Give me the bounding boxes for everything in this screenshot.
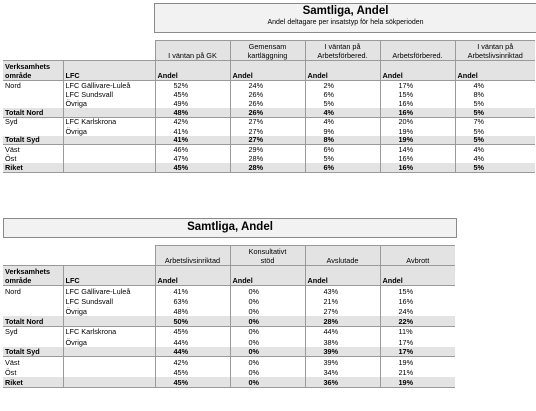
andel-header: [230, 266, 305, 276]
verksamhetsomrade-cell: Nord: [5, 80, 21, 90]
andel-header: [305, 266, 380, 276]
value-cell: 9%: [305, 126, 380, 135]
value-cell: 45%: [155, 163, 230, 172]
column-header-top: I väntan på: [455, 41, 535, 51]
value-cell: 8%: [305, 136, 380, 145]
value-cell: 5%: [455, 163, 535, 172]
column-header: Arbetslivsinriktad: [455, 51, 535, 61]
verksamhetsomrade-cell: Totalt Nord: [3, 108, 63, 117]
verksamhetsomrade-cell: Nord: [5, 286, 21, 296]
column-header-top: Gemensam: [230, 41, 305, 51]
value-cell: 5%: [455, 99, 535, 108]
value-cell: 5%: [455, 108, 535, 117]
value-cell: 27%: [230, 117, 305, 126]
verksamhetsomrade-cell: [3, 296, 63, 306]
andel-header: Andel: [380, 276, 455, 286]
value-cell: 28%: [230, 163, 305, 172]
value-cell: 0%: [230, 367, 305, 377]
verksamhetsomrade-cell: Syd: [5, 327, 18, 337]
andel-header: [380, 61, 455, 71]
value-cell: 45%: [155, 377, 230, 387]
value-cell: 0%: [230, 377, 305, 387]
value-cell: 52%: [155, 81, 230, 90]
lfc-cell: LFC Karlskrona: [63, 117, 155, 126]
value-cell: 16%: [380, 99, 455, 108]
row-header-verksamhets: Verksamhets: [3, 266, 63, 276]
andel-header: [155, 61, 230, 71]
lfc-header-blank: [63, 61, 155, 71]
lfc-cell: LFC Karlskrona: [63, 326, 155, 336]
table-row: [3, 99, 535, 108]
lfc-cell: Övriga: [63, 336, 155, 346]
value-cell: 11%: [380, 326, 455, 336]
column-header-top: Konsultativt: [230, 246, 305, 256]
header-row-top: [3, 246, 455, 256]
value-cell: 26%: [230, 108, 305, 117]
value-cell: 34%: [305, 367, 380, 377]
lfc-cell: [63, 108, 155, 117]
andel-header: Andel: [305, 276, 380, 286]
value-cell: 41%: [155, 126, 230, 135]
verksamhetsomrade-cell: Öst: [5, 154, 17, 164]
andel-header: [380, 266, 455, 276]
value-cell: 36%: [305, 377, 380, 387]
value-cell: 17%: [380, 347, 455, 357]
value-cell: 16%: [380, 154, 455, 163]
table-row: [3, 145, 535, 154]
lfc-cell: [63, 316, 155, 326]
value-cell: 44%: [155, 347, 230, 357]
value-cell: 0%: [230, 347, 305, 357]
value-cell: 29%: [230, 145, 305, 154]
andel-header: [155, 266, 230, 276]
value-cell: 26%: [230, 99, 305, 108]
andel-header: Andel: [230, 71, 305, 81]
value-cell: 6%: [305, 145, 380, 154]
value-cell: 15%: [380, 90, 455, 99]
header-blank: [63, 41, 155, 51]
value-cell: 39%: [305, 357, 380, 367]
header-row-main: [3, 256, 455, 266]
lfc-cell: [63, 154, 155, 163]
verksamhetsomrade-cell: Öst: [5, 368, 17, 378]
value-cell: 24%: [230, 81, 305, 90]
verksamhetsomrade-cell: [3, 90, 63, 99]
value-cell: 0%: [230, 336, 305, 346]
column-header-top: [305, 246, 380, 256]
value-cell: 26%: [230, 90, 305, 99]
value-cell: 28%: [305, 316, 380, 326]
verksamhetsomrade-cell: Totalt Syd: [3, 347, 63, 357]
andel-header: [230, 61, 305, 71]
value-cell: 27%: [305, 306, 380, 316]
lfc-cell: LFC Sundsvall: [63, 296, 155, 306]
table1-title: Samtliga, Andel: [302, 5, 389, 17]
verksamhetsomrade-cell: Totalt Nord: [3, 316, 63, 326]
row-header-omrade: område: [3, 71, 63, 81]
value-cell: 19%: [380, 136, 455, 145]
value-cell: 0%: [230, 357, 305, 367]
total-row: [3, 163, 535, 172]
value-cell: 0%: [230, 316, 305, 326]
row-header-omrade: område: [3, 276, 63, 286]
lfc-cell: Övriga: [63, 99, 155, 108]
andel-header: [455, 61, 535, 71]
lfc-cell: LFC Sundsvall: [63, 90, 155, 99]
value-cell: 48%: [155, 108, 230, 117]
header-row-andel: [3, 266, 455, 276]
column-header-top: [155, 246, 230, 256]
value-cell: 39%: [305, 347, 380, 357]
column-header: Avbrott: [380, 256, 455, 266]
value-cell: 16%: [380, 296, 455, 306]
total-row: [3, 316, 455, 326]
table-row: [3, 336, 455, 346]
value-cell: 17%: [380, 336, 455, 346]
value-cell: 17%: [380, 81, 455, 90]
value-cell: 42%: [155, 117, 230, 126]
value-cell: 48%: [155, 306, 230, 316]
value-cell: 42%: [155, 357, 230, 367]
column-header-top: I väntan på: [305, 41, 380, 51]
value-cell: 20%: [380, 117, 455, 126]
value-cell: 8%: [455, 90, 535, 99]
header-blank: [63, 51, 155, 61]
value-cell: 5%: [305, 99, 380, 108]
table2: [3, 245, 455, 388]
value-cell: 44%: [305, 326, 380, 336]
column-header: stöd: [230, 256, 305, 266]
total-row: [3, 347, 455, 357]
value-cell: 5%: [305, 154, 380, 163]
column-header-top: [380, 246, 455, 256]
value-cell: 41%: [155, 286, 230, 296]
column-header: I väntan på GK: [155, 51, 230, 61]
value-cell: 5%: [455, 136, 535, 145]
column-header: Arbetsförbered.: [380, 51, 455, 61]
value-cell: 14%: [380, 145, 455, 154]
value-cell: 0%: [230, 296, 305, 306]
andel-header: Andel: [155, 276, 230, 286]
verksamhetsomrade-cell: Riket: [3, 163, 63, 172]
value-cell: 28%: [230, 154, 305, 163]
andel-header: Andel: [305, 71, 380, 81]
value-cell: 6%: [305, 163, 380, 172]
header-row-andel: [3, 61, 535, 71]
header-blank: [3, 256, 63, 266]
lfc-cell: [63, 136, 155, 145]
verksamhetsomrade-cell: Syd: [5, 117, 18, 127]
value-cell: 19%: [380, 357, 455, 367]
header-blank: [3, 41, 63, 51]
column-header: kartläggning: [230, 51, 305, 61]
table-row: [3, 286, 455, 296]
column-header: Avslutade: [305, 256, 380, 266]
lfc-header: LFC: [63, 71, 155, 81]
value-cell: 38%: [305, 336, 380, 346]
value-cell: 0%: [230, 326, 305, 336]
andel-header: Andel: [455, 71, 535, 81]
value-cell: 45%: [155, 90, 230, 99]
verksamhetsomrade-cell: [3, 306, 63, 316]
lfc-header-blank: [63, 266, 155, 276]
lfc-cell: Övriga: [63, 306, 155, 316]
table2-body: [3, 246, 455, 388]
andel-header: [305, 61, 380, 71]
table-row: [3, 306, 455, 316]
header-blank: [63, 256, 155, 266]
value-cell: 0%: [230, 286, 305, 296]
column-header-top: [155, 41, 230, 51]
lfc-header: LFC: [63, 276, 155, 286]
table1-title-box: [154, 3, 536, 33]
row-header-verksamhets: Verksamhets: [3, 61, 63, 71]
andel-header: Andel: [380, 71, 455, 81]
value-cell: 4%: [455, 145, 535, 154]
table-row: [3, 326, 455, 336]
value-cell: 16%: [380, 163, 455, 172]
value-cell: 63%: [155, 296, 230, 306]
header-blank: [3, 51, 63, 61]
lfc-cell: [63, 367, 155, 377]
table2-title-box: [3, 218, 457, 238]
value-cell: 4%: [305, 108, 380, 117]
verksamhetsomrade-cell: Väst: [5, 145, 20, 154]
value-cell: 0%: [230, 306, 305, 316]
value-cell: 49%: [155, 99, 230, 108]
column-header: Arbetsförbered.: [305, 51, 380, 61]
table-row: [3, 81, 535, 90]
andel-header: Andel: [155, 71, 230, 81]
verksamhetsomrade-cell: Väst: [5, 358, 20, 367]
value-cell: 46%: [155, 145, 230, 154]
value-cell: 43%: [305, 286, 380, 296]
value-cell: 15%: [380, 286, 455, 296]
total-row: [3, 377, 455, 387]
header-blank: [63, 246, 155, 256]
value-cell: 50%: [155, 316, 230, 326]
table-row: [3, 296, 455, 306]
verksamhetsomrade-cell: [3, 99, 63, 108]
value-cell: 4%: [455, 154, 535, 163]
table-row: [3, 367, 455, 377]
table-row: [3, 154, 535, 163]
header-row-lfc: [3, 276, 455, 286]
table-row: [3, 126, 535, 135]
table1-body: [3, 41, 535, 173]
value-cell: 4%: [455, 81, 535, 90]
lfc-cell: LFC Gällivare-Luleå: [63, 81, 155, 90]
verksamhetsomrade-cell: Riket: [3, 377, 63, 387]
header-blank: [3, 246, 63, 256]
lfc-cell: [63, 347, 155, 357]
header-row-top: [3, 41, 535, 51]
value-cell: 27%: [230, 136, 305, 145]
column-header-top: [380, 41, 455, 51]
verksamhetsomrade-cell: [3, 126, 63, 135]
table-row: [3, 90, 535, 99]
value-cell: 6%: [305, 90, 380, 99]
value-cell: 24%: [380, 306, 455, 316]
value-cell: 45%: [155, 326, 230, 336]
verksamhetsomrade-cell: [3, 336, 63, 346]
value-cell: 21%: [305, 296, 380, 306]
total-row: [3, 108, 535, 117]
value-cell: 22%: [380, 316, 455, 326]
value-cell: 4%: [305, 117, 380, 126]
value-cell: 16%: [380, 108, 455, 117]
table-row: [3, 357, 455, 367]
value-cell: 41%: [155, 136, 230, 145]
value-cell: 44%: [155, 336, 230, 346]
total-row: [3, 136, 535, 145]
value-cell: 5%: [455, 126, 535, 135]
value-cell: 47%: [155, 154, 230, 163]
lfc-cell: [63, 357, 155, 367]
verksamhetsomrade-cell: Totalt Syd: [3, 136, 63, 145]
table-row: [3, 117, 535, 126]
lfc-cell: [63, 163, 155, 172]
value-cell: 2%: [305, 81, 380, 90]
header-row-main: [3, 51, 535, 61]
lfc-cell: [63, 377, 155, 387]
value-cell: 19%: [380, 377, 455, 387]
andel-header: Andel: [230, 276, 305, 286]
lfc-cell: [63, 145, 155, 154]
column-header: Arbetslivsinriktad: [155, 256, 230, 266]
value-cell: 7%: [455, 117, 535, 126]
value-cell: 21%: [380, 367, 455, 377]
value-cell: 27%: [230, 126, 305, 135]
table2-title: Samtliga, Andel: [187, 221, 273, 233]
lfc-cell: LFC Gällivare-Luleå: [63, 286, 155, 296]
header-row-lfc: [3, 71, 535, 81]
value-cell: 45%: [155, 367, 230, 377]
value-cell: 19%: [380, 126, 455, 135]
table1-subtitle: Andel deltagare per insatstyp för hela sökperioden: [267, 19, 424, 26]
lfc-cell: Övriga: [63, 126, 155, 135]
table1: [3, 40, 535, 173]
